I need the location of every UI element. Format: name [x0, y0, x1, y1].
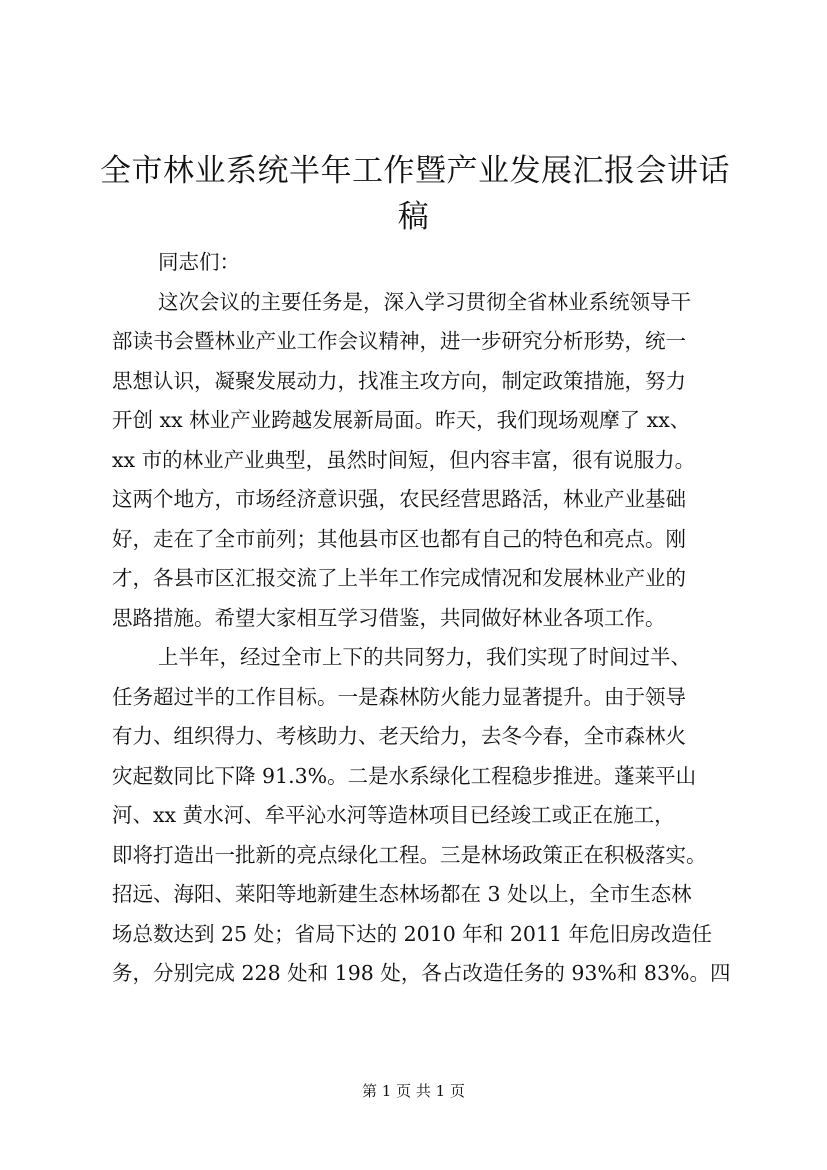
greeting: 同志们：	[158, 250, 240, 274]
title-line: 全市林业系统半年工作暨产业发展汇报会讲话	[100, 153, 730, 189]
paragraph-2	[112, 638, 742, 994]
document-title	[100, 148, 730, 240]
paragraph-line: 这次会议的主要任务是，深入学习贯彻全省林业系统领导干	[158, 289, 691, 314]
page-footer: 第 1 页 共 1 页	[362, 1082, 465, 1100]
paragraph-line: 思想认识，凝聚发展动力，找准主攻方向，制定政策措施，努力	[112, 368, 686, 393]
paragraph-line: 才，各县市区汇报交流了上半年工作完成情况和发展林业产业的	[112, 566, 686, 590]
paragraph-line: 任务超过半的工作目标。一是森林防火能力显著提升。由于领导	[112, 684, 686, 709]
paragraph-line: 河、xx 黄水河、牟平沁水河等造林项目已经竣工或正在施工，	[112, 803, 675, 827]
paragraph-1	[112, 283, 742, 639]
paragraph-line: 开创 xx 林业产业跨越发展新局面。昨天，我们现场观摩了 xx、	[112, 408, 691, 432]
paragraph-line: 部读书会暨林业产业工作会议精神，进一步研究分析形势，统一	[112, 329, 686, 353]
paragraph-line: 思路措施。希望大家相互学习借鉴，共同做好林业各项工作。	[112, 605, 666, 630]
paragraph-line: 场总数达到 25 处；省局下达的 2010 年和 2011 年危旧房改造任	[112, 921, 713, 946]
document-body	[112, 243, 742, 994]
paragraph-line: xx 市的林业产业典型，虽然时间短，但内容丰富，很有说服力。	[112, 447, 696, 472]
paragraph-line: 灾起数同比下降 91.3%。二是水系绿化工程稳步推进。蓬莱平山	[112, 763, 697, 788]
paragraph-line: 即将打造出一批新的亮点绿化工程。三是林场政策正在积极落实。	[112, 842, 707, 867]
paragraph-line: 有力、组织得力、考核助力、老天给力，去冬今春，全市森林火	[112, 724, 686, 748]
paragraph-line: 这两个地方，市场经济意识强，农民经营思路活，林业产业基础	[112, 487, 686, 511]
paragraph-line: 务，分别完成 228 处和 198 处，各占改造任务的 93%和 83%。四	[112, 961, 731, 985]
paragraph-line: 好，走在了全市前列；其他县市区也都有自己的特色和亮点。刚	[112, 526, 686, 551]
paragraph-line: 招远、海阳、莱阳等地新建生态林场都在 3 处以上，全市生态林	[112, 882, 692, 906]
paragraph-line: 上半年，经过全市上下的共同努力，我们实现了时间过半、	[158, 645, 691, 669]
title-line: 稿	[397, 199, 430, 235]
